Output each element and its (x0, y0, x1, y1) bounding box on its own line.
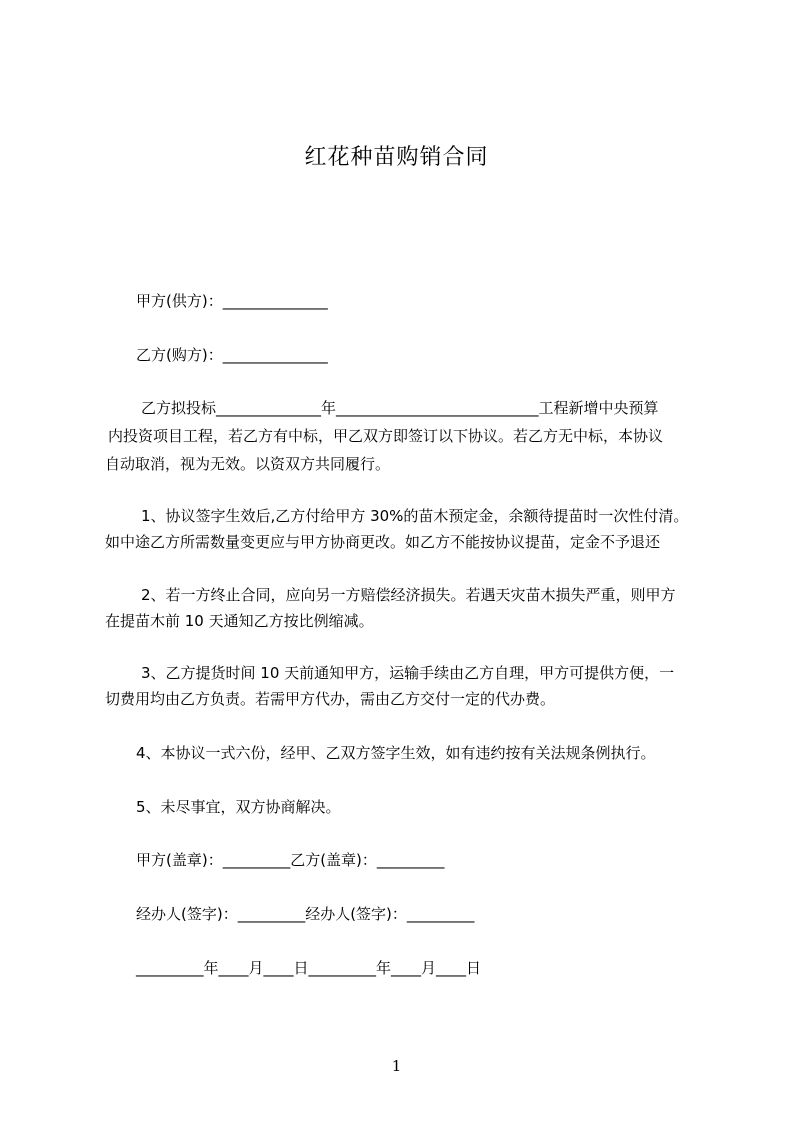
clause-2-line-1: 2、若一方终止合同，应向另一方赔偿经济损失。若遇天灾苗木损失严重，则甲方 (141, 586, 676, 604)
page-number: 1 (391, 1057, 402, 1075)
clause-3-line-1: 3、乙方提货时间 10 天前通知甲方，运输手续由乙方自理，甲方可提供方便，一 (141, 664, 675, 682)
date-line: _________年____月____日_________年____月____日 (136, 959, 482, 977)
clause-1-line-1: 1、协议签字生效后,乙方付给甲方 30%的苗木预定金，余额待提苗时一次性付清。 (141, 507, 689, 525)
intro-line-3: 自动取消，视为无效。以资双方共同履行。 (105, 455, 391, 473)
clause-4-line-1: 4、本协议一式六份，经甲、乙双方签字生效，如有违约按有关法规条例执行。 (136, 744, 656, 762)
clause-3-line-2: 切费用均由乙方负责。若需甲方代办，需由乙方交付一定的代办费。 (105, 690, 556, 708)
seal-signature-line: 甲方(盖章)：_________乙方(盖章)：_________ (136, 851, 445, 869)
clause-2-line-2: 在提苗木前 10 天通知乙方按比例缩减。 (105, 612, 374, 630)
agent-signature-line: 经办人(签字)：_________经办人(签字)：_________ (136, 905, 475, 923)
clause-1-line-2: 如中途乙方所需数量变更应与甲方协商更改。如乙方不能按协议提苗，定金不予退还 (105, 533, 661, 551)
intro-line-1: 乙方拟投标______________年___________________________工程新增中央预算 (141, 399, 659, 417)
party-b-field: 乙方(购方)：______________ (136, 346, 328, 364)
document-title: 红花种苗购销合同 (304, 145, 489, 170)
clause-5-line-1: 5、未尽事宜，双方协商解决。 (136, 798, 341, 816)
intro-line-2: 内投资项目工程，若乙方有中标，甲乙双方即签订以下协议。若乙方无中标，本协议 (108, 427, 664, 445)
party-a-field: 甲方(供方)：______________ (136, 292, 328, 310)
